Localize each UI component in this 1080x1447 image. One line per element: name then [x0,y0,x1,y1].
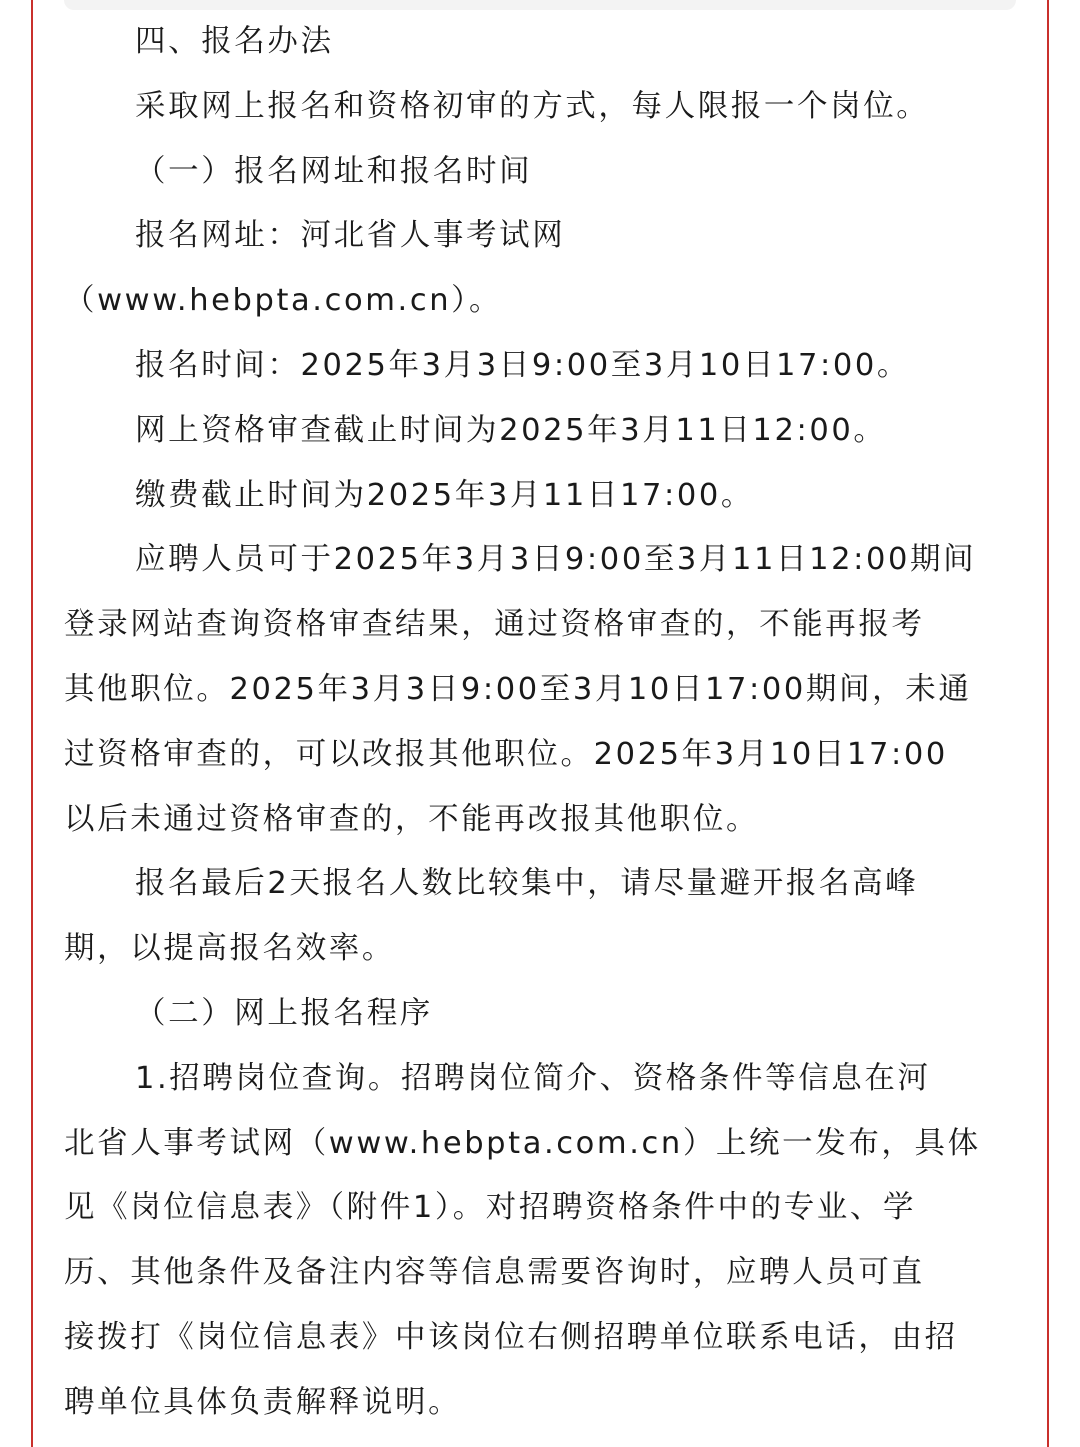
subsection-heading-url-time: （一）报名网址和报名时间 [135,153,533,189]
paragraph-line: 应聘人员可于2025年3月3日9:00至3月11日12:00期间 [135,542,977,578]
subsection-heading-online-procedure: （二）网上报名程序 [135,995,433,1031]
paragraph-line: 报名时间：2025年3月3日9:00至3月10日17:00。 [135,347,911,383]
paragraph-line: 以后未通过资格审查的，不能再改报其他职位。 [64,801,760,837]
paragraph-line: 采取网上报名和资格初审的方式，每人限报一个岗位。 [135,88,930,124]
right-red-border [1047,0,1049,1447]
paragraph-line: 过资格审查的，可以改报其他职位。2025年3月10日17:00 [64,736,948,772]
paragraph-line: 北省人事考试网（www.hebpta.com.cn）上统一发布，具体 [64,1125,981,1161]
paragraph-line: 见《岗位信息表》（附件1）。对招聘资格条件中的专业、学 [64,1190,917,1226]
top-gray-box [64,0,1016,10]
paragraph-line: 登录网站查询资格审查结果，通过资格审查的，不能再报考 [64,607,925,643]
paragraph-line: 报名网址：河北省人事考试网 [135,218,566,254]
paragraph-line: 网上资格审查截止时间为2025年3月11日12:00。 [135,412,887,448]
section-heading-registration: 四、报名办法 [135,24,334,59]
paragraph-line: （www.hebpta.com.cn）。 [64,283,503,319]
paragraph-line: 缴费截止时间为2025年3月11日17:00。 [135,477,755,513]
paragraph-line: 其他职位。2025年3月3日9:00至3月10日17:00期间，未通 [64,671,972,707]
document-body [64,10,1004,1436]
paragraph-line: 接拨打《岗位信息表》中该岗位右侧招聘单位联系电话，由招 [64,1319,958,1355]
left-red-border [31,0,33,1447]
paragraph-line: 1.招聘岗位查询。招聘岗位简介、资格条件等信息在河 [135,1060,931,1096]
paragraph-line: 聘单位具体负责解释说明。 [64,1384,462,1420]
paragraph-line: 历、其他条件及备注内容等信息需要咨询时，应聘人员可直 [64,1255,925,1291]
paragraph-line: 期，以提高报名效率。 [64,931,395,967]
paragraph-line: 报名最后2天报名人数比较集中，请尽量避开报名高峰 [135,866,919,902]
